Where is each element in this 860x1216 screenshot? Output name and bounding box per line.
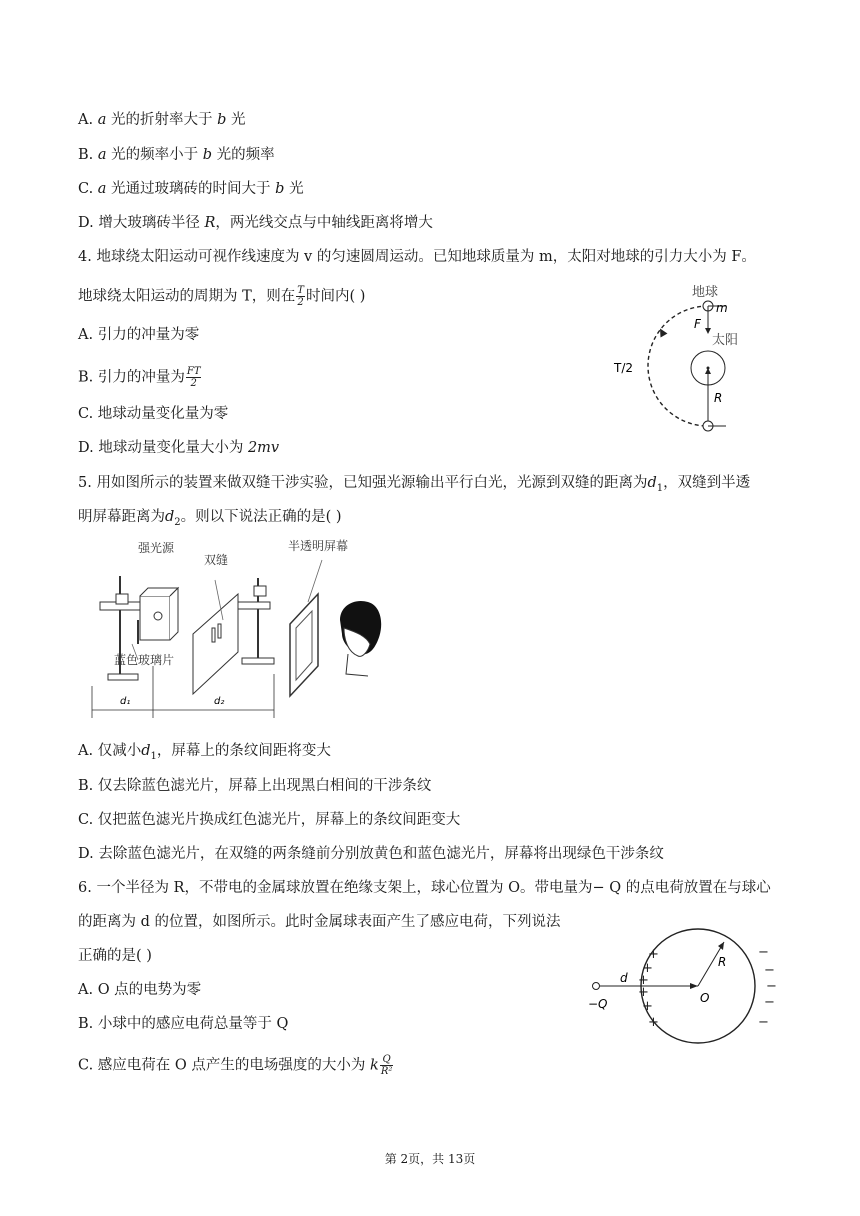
svg-text:−: − (758, 1015, 769, 1030)
fraction: $\frac{FT}{2}$ (186, 366, 201, 389)
d1-label: d₁ (120, 696, 131, 707)
q5-stem-line1: 5. 用如图所示的装置来做双缝干涉实验，已知强光源输出平行白光，光源到双缝的距离为$d_1$，双缝到半透 (78, 475, 751, 494)
slit-base (242, 658, 274, 664)
q4-stem-line2: 地球绕太阳运动的周期为 T，则在 $\frac{T}{2}$ 时间内( ) (78, 285, 366, 308)
light-source-label: 强光源 (138, 541, 175, 555)
fraction: $\frac{Q}{\text{R²}}$ (380, 1054, 393, 1077)
q5-option-d: D. 去除蓝色滤光片，在双缝的两条缝前分别放黄色和蓝色滤光片，屏幕将出现绿色干涉条纹 (78, 846, 664, 862)
screen-leader (308, 560, 322, 602)
q6-option-a: A. O 点的电势为零 (78, 982, 202, 998)
svg-text:+: + (638, 985, 649, 1000)
charge-label: −Q (588, 997, 608, 1011)
viewer-neck (346, 654, 368, 676)
mass-label: m (716, 301, 728, 315)
q6-option-b: B. 小球中的感应电荷总量等于 Q (78, 1016, 289, 1032)
svg-text:−: − (764, 963, 775, 978)
q4-orbit-figure (600, 278, 760, 438)
minus-charges (758, 945, 777, 1030)
q4-option-a: A. 引力的冲量为零 (78, 327, 200, 343)
point-charge (593, 983, 600, 990)
center-label: O (700, 991, 710, 1005)
q5-option-b: B. 仅去除蓝色滤光片，屏幕上出现黑白相间的干涉条纹 (78, 778, 432, 794)
fraction: $\frac{T}{2}$ (297, 285, 304, 308)
page-footer: 第 2页，共 13页 (384, 1152, 476, 1166)
svg-text:+: + (638, 973, 649, 988)
source-base (108, 674, 138, 680)
q5-apparatus-figure (78, 536, 398, 726)
force-arrow-head-icon (705, 328, 711, 334)
svg-text:+: + (648, 1015, 659, 1030)
q4-option-c: C. 地球动量变化量为零 (78, 406, 229, 422)
q3-option-c: C. a 光通过玻璃砖的时间大于 b 光 (78, 181, 304, 197)
slit-1 (212, 628, 215, 642)
slit-panel (193, 594, 238, 694)
source-box-side (170, 588, 178, 640)
earth-label: 地球 (692, 285, 719, 300)
q6-stem-line2: 的距离为 d 的位置，如图所示。此时金属球表面产生了感应电荷，下列说法 (78, 914, 561, 930)
q4-option-b: B. 引力的冲量为 $\frac{FT}{2}$ (78, 366, 201, 389)
q4-option-d: D. 地球动量变化量大小为 2mv (78, 440, 280, 456)
sun-label: 太阳 (712, 333, 739, 348)
slit-arm (238, 602, 270, 609)
q3-option-a: A. a 光的折射率大于 b 光 (78, 112, 246, 128)
svg-text:−: − (764, 995, 775, 1010)
double-slit-label: 双缝 (204, 553, 229, 567)
radius-label: R (714, 391, 723, 405)
force-label: F (694, 317, 701, 331)
q4-stem-line1: 4. 地球绕太阳运动可视作线速度为 v 的匀速圆周运动。已知地球质量为 m，太阳对地球的引力大小为 F。 (78, 249, 756, 265)
q5-option-a: A. 仅减小$d_1$，屏幕上的条纹间距将变大 (78, 743, 331, 762)
period-label: T/2 (614, 361, 634, 375)
svg-text:+: + (642, 999, 653, 1014)
radius-label: R (718, 955, 727, 969)
q6-option-c: C. 感应电荷在 O 点产生的电场强度的大小为 k $\frac{Q}{\text{R²}}$ (78, 1054, 393, 1077)
svg-text:+: + (642, 961, 653, 976)
slit-clamp (254, 586, 266, 596)
svg-text:−: − (766, 979, 777, 994)
svg-text:+: + (648, 947, 659, 962)
q5-option-c: C. 仅把蓝色滤光片换成红色滤光片，屏幕上的条纹间距变大 (78, 812, 461, 828)
q6-stem-line1: 6. 一个半径为 R，不带电的金属球放置在绝缘支架上，球心位置为 O。带电量为− Q 的点电荷放置在与球心 (78, 880, 771, 896)
q3-option-b: B. a 光的频率小于 b 光的频率 (78, 147, 275, 163)
q5-stem-line2: 明屏幕距离为$d_2$。则以下说法正确的是( ) (78, 509, 342, 528)
q6-sphere-figure (586, 926, 786, 1046)
blue-glass-label: 蓝色玻璃片 (114, 653, 175, 667)
screen-label: 半透明屏幕 (288, 539, 349, 553)
q3-option-d: D. 增大玻璃砖半径 R，两光线交点与中轴线距离将增大 (78, 215, 433, 231)
slit-2 (218, 624, 221, 638)
d2-label: d₂ (214, 696, 225, 707)
svg-text:−: − (758, 945, 769, 960)
source-clamp (116, 594, 128, 604)
source-aperture (154, 612, 162, 620)
d-label: d (620, 971, 628, 985)
q6-stem-line3: 正确的是( ) (78, 948, 152, 964)
